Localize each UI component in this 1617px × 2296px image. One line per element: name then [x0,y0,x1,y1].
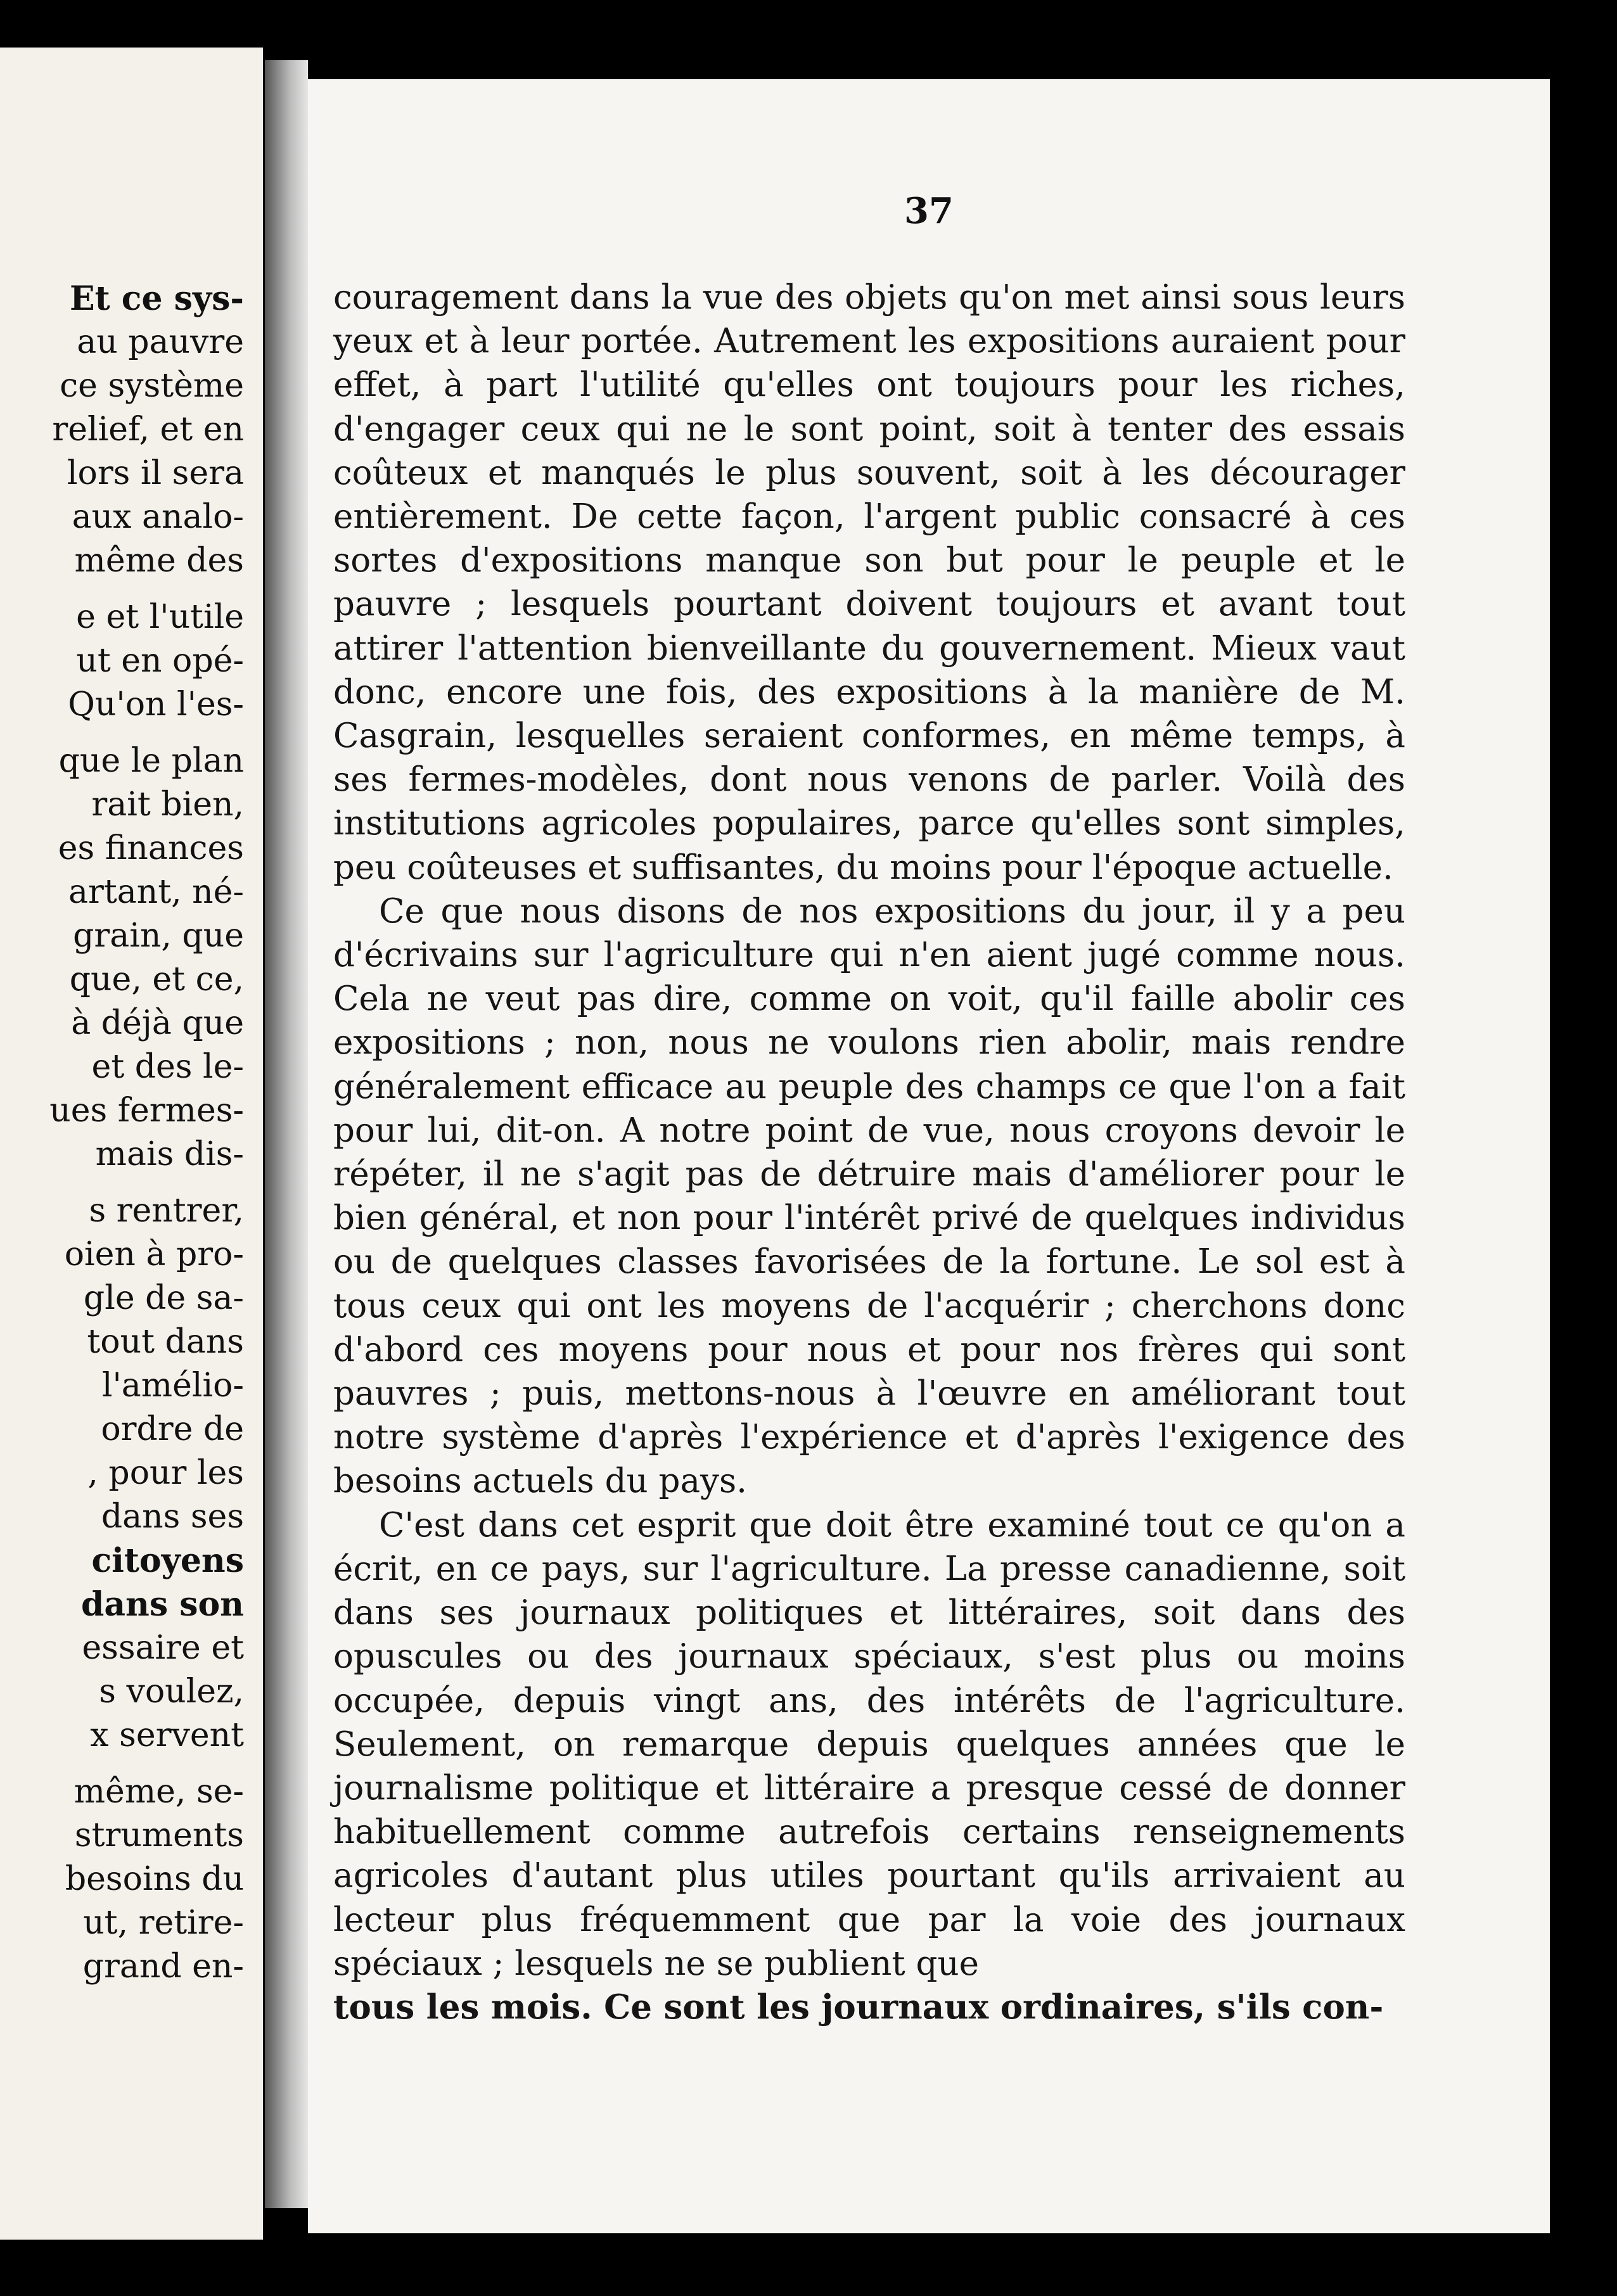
left-line: x servent [90,1716,244,1754]
left-line: es finances [58,829,244,867]
left-line: que le plan [58,742,244,780]
left-page [0,48,263,2240]
body-text [333,276,1405,2029]
left-line: lors il sera [67,454,244,492]
left-line: l'amélio- [101,1367,244,1405]
left-line: ordre de [101,1410,244,1448]
left-line: même des [74,542,244,580]
left-line: relief, et en [52,411,244,449]
left-line: artant, né- [68,873,244,911]
left-line: oien à pro- [64,1235,244,1273]
left-line: besoins du [65,1860,244,1898]
left-line: , pour les [87,1454,244,1492]
left-line: struments [74,1816,244,1854]
left-line: essaire et [82,1629,244,1667]
book-gutter [265,60,308,2208]
left-line: à déjà que [71,1004,244,1042]
left-line: ues fermes- [49,1092,244,1130]
paragraph: C'est dans cet esprit que doit être examiné tout ce qu'on a écrit, en ce pays, sur l'agriculture. La presse canadienne, soit dans ses journaux politiques et littéraires, soit dans des opuscules ou des journaux spéciaux, s'est plus ou moins occupée, depuis vingt ans, des intérêts de l'agriculture. Seulement, on remarque depuis quelques années que le journalisme politique et littéraire a presque cessé de donner habituellement comme autrefois certains renseignements agricoles d'autant plus utiles pourtant qu'ils arrivaient au lecteur plus fréquemment que par la voie des journaux spéciaux ; lesquels ne se publient que [333,1505,1405,1983]
left-line: Et ce sys- [70,279,244,318]
left-line: au pauvre [77,323,244,361]
left-line: et des le- [91,1048,244,1086]
left-line: grand en- [82,1948,244,1986]
left-line: ut en opé- [76,642,244,680]
left-line: mais dis- [95,1135,244,1173]
left-line: gle de sa- [83,1279,244,1317]
left-line: s rentrer, [89,1192,244,1230]
left-line: grain, que [73,917,244,955]
page-number: 37 [904,190,954,232]
left-line: ce système [60,367,244,405]
left-line: tout dans [87,1323,244,1361]
left-line: s voulez, [99,1673,244,1711]
left-line: Qu'on l'es- [68,686,244,724]
left-line: citoyens [91,1541,244,1580]
left-line: dans son [80,1585,244,1624]
left-line: e et l'utile [76,598,244,636]
left-line: ut, retire- [83,1904,244,1942]
paragraph: couragement dans la vue des objets qu'on met ainsi sous leurs yeux et à leur portée. Autrement les expositions auraient pour effet, à part l'utilité qu'elles ont toujours pour les riches, d'engager ceux qui ne le sont point, soit à tenter des essais coûteux et manqués le plus souvent, soit à les décourager entièrement. De cette façon, l'argent public consacré à ces sortes d'expositions manque son but pour le peuple et le pauvre ; lesquels pourtant doivent toujours et avant tout attirer l'attention bienveillante du gouvernement. Mieux vaut donc, encore une fois, des expositions à la manière de M. Casgrain, lesquelles seraient conformes, en même temps, à ses fermes-modèles, dont nous venons de parler. Voilà des institutions agricoles populaires, parce qu'elles sont simples, peu coûteuses et suffisantes, du moins pour l'époque actuelle. [333,278,1405,887]
left-line: même, se- [74,1773,244,1811]
left-line: que, et ce, [69,960,244,998]
left-line: rait bien, [91,786,244,824]
paragraph-last-line: tous les mois. Ce sont les journaux ordinaires, s'ils con- [333,1987,1384,2027]
left-line: aux analo- [72,498,244,536]
left-page-text [49,277,244,1989]
paragraph: Ce que nous disons de nos expositions du jour, il y a peu d'écrivains sur l'agriculture qui n'en aient jugé comme nous. Cela ne veut pas dire, comme on voit, qu'il faille abolir ces expositions ; non, nous ne voulons rien abolir, mais rendre généralement efficace au peuple des champs ce que l'on a fait pour lui, dit-on. A notre point de vue, nous croyons devoir le répéter, il ne s'agit pas de détruire mais d'améliorer pour le bien général, et non pour l'intérêt privé de quelques individus ou de quelques classes favorisées de la fortune. Le sol est à tous ceux qui ont les moyens de l'acquérir ; cherchons donc d'abord ces moyens pour nous et pour nos frères qui sont pauvres ; puis, mettons-nous à l'œuvre en améliorant tout notre système d'après l'expérience et d'après l'exigence des besoins actuels du pays. [333,891,1405,1501]
left-line: dans ses [101,1498,244,1536]
right-page [308,79,1550,2233]
